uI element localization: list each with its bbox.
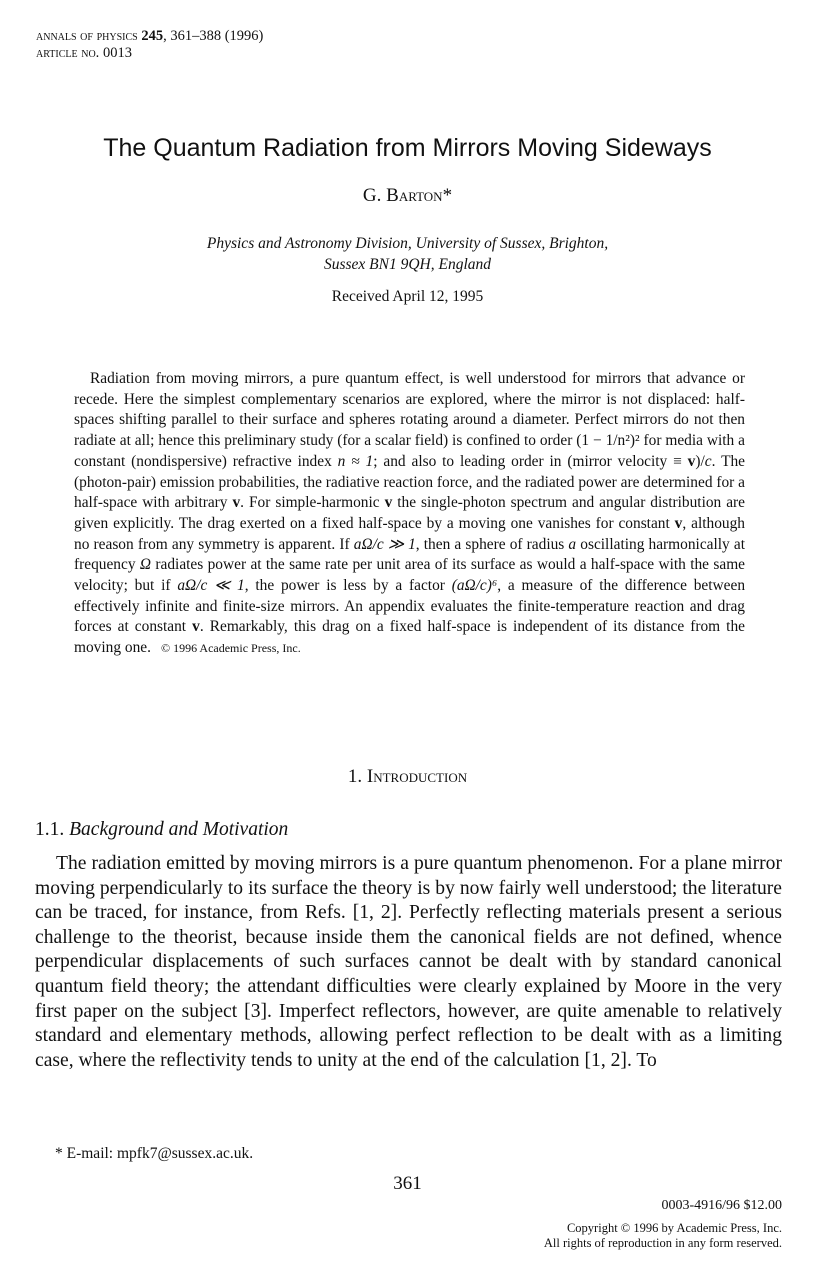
article-label: article no.	[36, 45, 100, 61]
footnote: * E-mail: mpfk7@sussex.ac.uk.	[55, 1145, 254, 1162]
subsection-number: 1.1.	[35, 819, 70, 840]
subsection-heading	[35, 819, 288, 841]
math-velocity: v	[674, 514, 683, 532]
section-heading	[0, 766, 815, 788]
math-radius: a	[568, 535, 577, 553]
article-number: 0013	[102, 45, 132, 61]
author	[0, 185, 815, 207]
affiliation	[0, 233, 815, 275]
copyright-line: Copyright © 1996 by Academic Press, Inc.	[566, 1221, 782, 1235]
author-surname: Barton	[386, 185, 443, 206]
math-frequency: Ω	[139, 556, 152, 574]
author-footnote-mark: *	[442, 185, 453, 206]
section-number: 1.	[347, 766, 367, 787]
section-title: Introduction	[366, 766, 468, 787]
affiliation-line-2: Sussex BN1 9QH, England	[323, 256, 492, 273]
author-initial: G.	[362, 185, 387, 206]
math-n-approx: n ≈ 1	[337, 452, 374, 470]
math-velocity: v	[192, 618, 200, 636]
journal-header	[36, 28, 263, 62]
issn-price: 0003-4916/96 $12.00	[661, 1198, 782, 1213]
journal-citation-line	[36, 28, 263, 45]
journal-volume: 245	[141, 28, 164, 44]
paper-title: The Quantum Radiation from Mirrors Moving Sideways	[103, 134, 712, 162]
journal-name: annals of physics	[36, 28, 138, 44]
article-number-line	[36, 45, 263, 62]
subsection-title: Background and Motivation	[69, 819, 289, 840]
math-condition-large: aΩ/c ≫ 1	[353, 535, 416, 553]
copyright-notice	[544, 1221, 782, 1251]
math-condition-small: aΩ/c ≪ 1	[177, 577, 245, 595]
journal-pages: , 361–388 (1996)	[163, 28, 264, 44]
math-refractive-factor: (1 − 1/n²)²	[576, 432, 640, 450]
page-number: 361	[393, 1173, 422, 1194]
abstract: Radiation from moving mirrors, a pure quantum effect, is well understood for mirrors that advance or recede. Here the simplest complementary scenarios are explored, where the mirror is not displaced: half-spaces shifting parallel to their surface and spheres rotating around a diameter. Perfect mirrors do not then radiate at all; hence this preliminary study (for a scalar field) is confined to order (1 − 1/n²)² for media with a constant (nondispersive) refractive index n ≈ 1; and also to leading order in (mirror velocity ≡ v)/c. The (photon-pair) emission probabilities, the radiative reaction force, and the radiated power are determined for a half-space with arbitrary v. For simple-harmonic v the single-photon spectrum and angular distribution are given explicitly. The drag exerted on a fixed half-space by a moving one vanishes for constant v, although no reason from any symmetry is apparent. If aΩ/c ≫ 1, then a sphere of radius a oscillating harmonically at frequency Ω radiates power at the same rate per unit area of its surface as would a half-space with the same velocity; but if aΩ/c ≪ 1, the power is less by a factor (aΩ/c)⁶, a measure of the difference between effectively infinite and finite-size mirrors. An appendix evaluates the finite-temperature reaction and drag forces at constant v. Remarkably, this drag on a fixed half-space is independent of its distance from the moving one. © 1996 Academic Press, Inc.	[74, 370, 746, 657]
math-c: c	[704, 452, 712, 470]
body-paragraph: The radiation emitted by moving mirrors is a pure quantum phenomenon. For a plane mirror moving perpendicularly to its surface the theory is by now fairly well understood; the literature can be traced, for instance, from Refs. [1, 2]. Perfectly reflecting materials present a serious challenge to the theorist, because inside them the canonical fields are not defined, whence perpendicular displacements of such surfaces cannot be dealt with by standard canonical quantum field theory; the attendant difficulties were clearly explained by Moore in the very first paper on the subject [3]. Imperfect reflectors, however, are quite amenable to relatively standard and elementary methods, allowing perfect reflection to be dealt with as a limiting case, where the reflectivity tends to unity at the end of the calculation [1, 2]. To	[35, 853, 782, 1071]
math-velocity: v	[384, 494, 393, 512]
rights-line: All rights of reproduction in any form reserved.	[543, 1236, 782, 1250]
abstract-copyright: © 1996 Academic Press, Inc.	[160, 641, 301, 656]
affiliation-line-1: Physics and Astronomy Division, University of Sussex, Brighton,	[206, 235, 609, 252]
math-velocity: v	[687, 452, 696, 470]
received-date: Received April 12, 1995	[331, 288, 484, 305]
math-velocity: v	[232, 494, 241, 512]
math-power-factor: (aΩ/c)⁶	[451, 577, 498, 595]
